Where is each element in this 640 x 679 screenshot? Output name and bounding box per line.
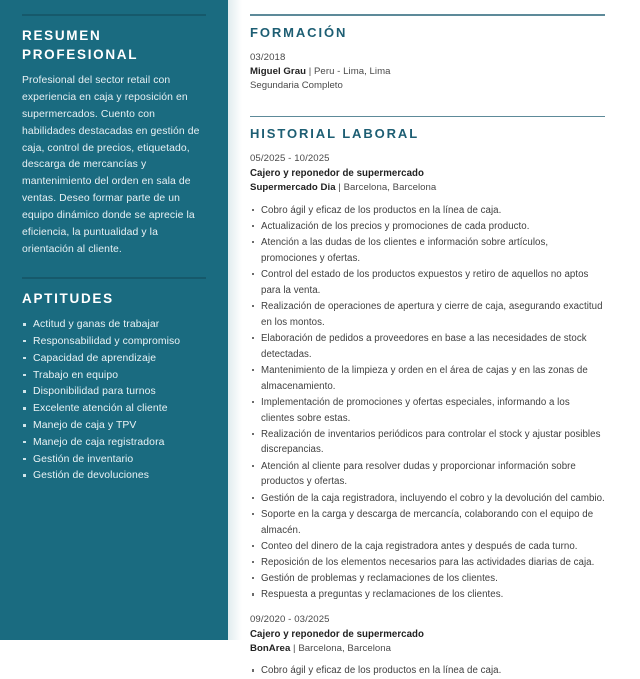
- section-title-education: FORMACIÓN: [250, 24, 348, 40]
- experience-entries: [250, 152, 605, 679]
- experience-date: 09/2020 - 03/2025: [250, 614, 330, 626]
- main-column: [228, 0, 640, 677]
- education-separator: |: [306, 65, 314, 77]
- experience-location: Barcelona, Barcelona: [298, 643, 392, 655]
- experience-company-line: [250, 181, 605, 195]
- sidebar-section-title-skills: APTITUDES: [22, 290, 114, 306]
- experience-bullet: Realización de inventarios periódicos para controlar el stock y ajustar posibles discrepancias.: [250, 427, 605, 458]
- experience-job-title: Cajero y reponedor de supermercado: [250, 628, 424, 640]
- experience-bullet: Cobro ágil y eficaz de los productos en la línea de caja.: [250, 203, 605, 219]
- experience-divider: [250, 116, 605, 118]
- skill-item: Gestión de devoluciones: [22, 468, 206, 484]
- skill-item: Capacidad de aprendizaje: [22, 351, 206, 367]
- experience-entry: [250, 613, 605, 679]
- experience-bullet: Atención a las dudas de los clientes e información sobre artículos, promociones y ofertas.: [250, 235, 605, 266]
- sidebar-section-title-summary: RESUMEN PROFESIONAL: [22, 28, 139, 62]
- skill-item: Manejo de caja y TPV: [22, 418, 206, 434]
- experience-date: 05/2025 - 10/2025: [250, 153, 330, 165]
- experience-bullet-list: [250, 663, 605, 679]
- experience-bullet: Realización de operaciones de apertura y cierre de caja, asegurando exactitud en los montos.: [250, 299, 605, 330]
- experience-bullet: Elaboración de pedidos a proveedores en base a las necesidades de stock detectadas.: [250, 331, 605, 362]
- sidebar-skills-divider: [22, 277, 206, 279]
- skill-item: Responsabilidad y compromiso: [22, 334, 206, 350]
- sidebar-summary-divider: [22, 14, 206, 16]
- experience-separator: |: [290, 643, 299, 655]
- skill-item: Actitud y ganas de trabajar: [22, 317, 206, 333]
- experience-bullet: Soporte en la carga y descarga de mercancía, colaborando con el equipo de almacén.: [250, 507, 605, 538]
- experience-bullet: Gestión de problemas y reclamaciones de los clientes.: [250, 571, 605, 587]
- experience-bullet: Conteo del dinero de la caja registradora antes y después de cada turno.: [250, 539, 605, 555]
- professional-summary-text: Profesional del sector retail con experiencia en caja y reposición en supermercados. Cuento con habilidades destacadas en gestión de caja, control de precios, etiquetado, descarga de mercancías y mantenimiento del orden en sala de ventas. Deseo formar parte de un equipo dinámico donde se aprecie la eficiencia, la puntualidad y la orientación al cliente.: [22, 75, 200, 255]
- education-institution: Miguel Grau: [250, 65, 306, 77]
- education-degree: Segundaria Completo: [250, 80, 343, 92]
- skill-item: Excelente atención al cliente: [22, 401, 206, 417]
- education-entry: [250, 51, 605, 94]
- education-location: Peru - Lima, Lima: [313, 65, 391, 77]
- experience-bullet: Mantenimiento de la limpieza y orden en el área de cajas y en las zonas de almacenamiento.: [250, 363, 605, 394]
- experience-company: Supermercado Dia: [250, 182, 336, 194]
- education-date: 03/2018: [250, 51, 286, 63]
- education-institution-line: [250, 65, 605, 79]
- skills-list: [22, 317, 206, 484]
- experience-company-line: [250, 642, 605, 656]
- experience-bullet: Respuesta a preguntas y reclamaciones de los clientes.: [250, 587, 605, 603]
- experience-bullet: Implementación de promociones y ofertas especiales, informando a los clientes sobre estas.: [250, 395, 605, 426]
- experience-bullet: Control del estado de los productos expuestos y retiro de aquellos no aptos para la venta.: [250, 267, 605, 298]
- experience-bullet-list: [250, 203, 605, 603]
- experience-job-title: Cajero y reponedor de supermercado: [250, 167, 424, 179]
- sidebar: [0, 0, 228, 640]
- section-title-experience: HISTORIAL LABORAL: [250, 126, 420, 142]
- skill-item: Disponibilidad para turnos: [22, 384, 206, 400]
- experience-bullet: Reposición de los elementos necesarios para las actividades diarias de caja.: [250, 555, 605, 571]
- experience-bullet: Actualización de los precios y promociones de cada producto.: [250, 219, 605, 235]
- experience-separator: |: [335, 182, 344, 194]
- experience-bullet: Gestión de la caja registradora, incluyendo el cobro y la devolución del cambio.: [250, 491, 605, 507]
- experience-company: BonArea: [250, 643, 291, 655]
- skill-item: Gestión de inventario: [22, 452, 206, 468]
- education-divider: [250, 14, 605, 16]
- experience-bullet: Atención al cliente para resolver dudas y proporcionar información sobre productos y ofertas.: [250, 459, 605, 490]
- experience-entry: [250, 152, 605, 603]
- skill-item: Trabajo en equipo: [22, 368, 206, 384]
- skill-item: Manejo de caja registradora: [22, 435, 206, 451]
- education-entries: [250, 51, 605, 94]
- experience-bullet: Cobro ágil y eficaz de los productos en la línea de caja.: [250, 663, 605, 679]
- experience-location: Barcelona, Barcelona: [343, 182, 437, 194]
